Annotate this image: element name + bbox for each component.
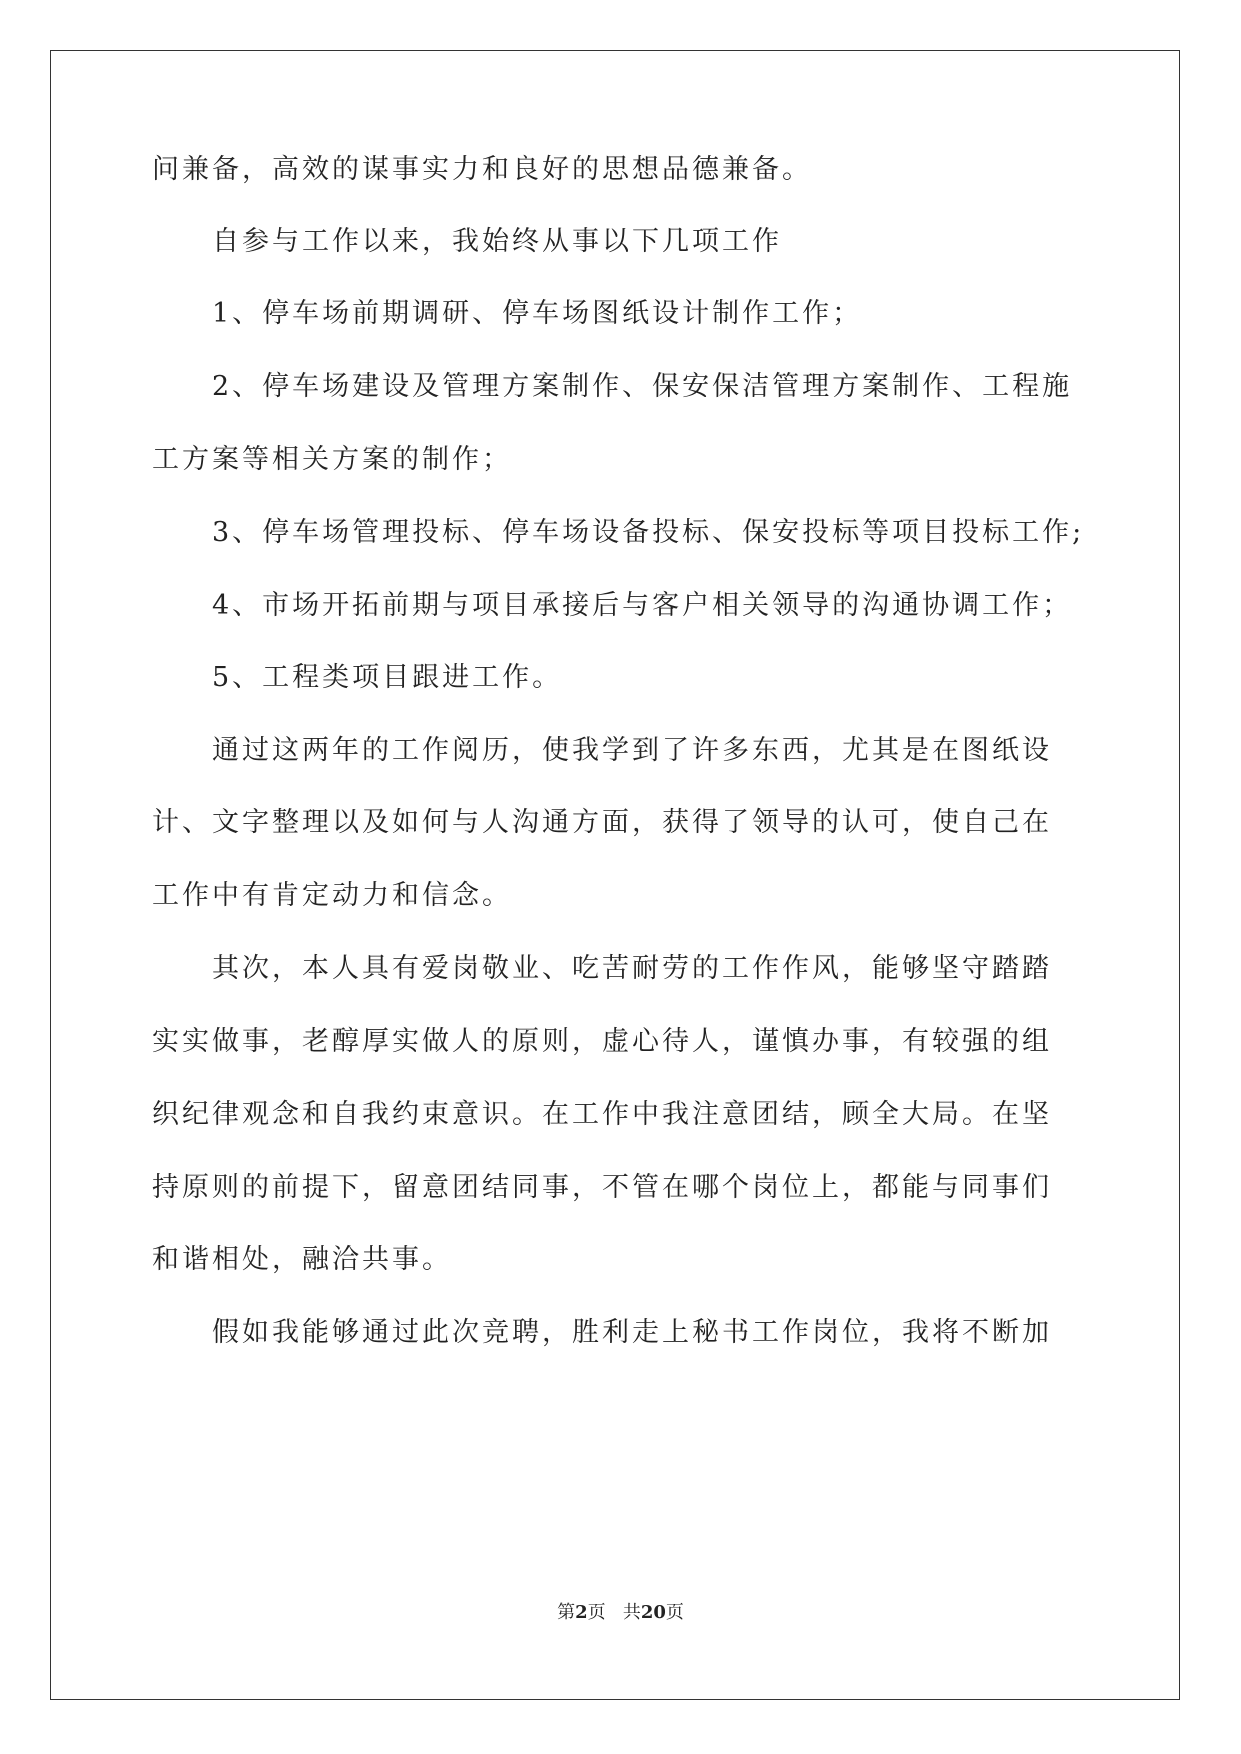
text-line: 持原则的前提下，留意团结同事，不管在哪个岗位上，都能与同事们 <box>152 1172 1052 1203</box>
page-number: 2 <box>575 1602 588 1623</box>
footer-page-suffix: 页 <box>587 1602 606 1623</box>
text-line: 实实做事，老醇厚实做人的原则，虚心待人，谨慎办事，有较强的组 <box>152 1026 1052 1057</box>
footer-total-suffix: 页 <box>665 1602 684 1623</box>
text-line: 5、工程类项目跟进工作。 <box>212 662 563 693</box>
text-line: 工作中有肯定动力和信念。 <box>152 880 512 911</box>
text-line: 自参与工作以来，我始终从事以下几项工作 <box>212 226 782 257</box>
text-line: 工方案等相关方案的制作； <box>152 444 512 475</box>
text-line: 织纪律观念和自我约束意识。在工作中我注意团结，顾全大局。在坚 <box>152 1099 1052 1130</box>
text-line: 2、停车场建设及管理方案制作、保安保洁管理方案制作、工程施 <box>212 371 1073 402</box>
text-line: 1、停车场前期调研、停车场图纸设计制作工作； <box>212 298 863 329</box>
text-line: 假如我能够通过此次竞聘，胜利走上秘书工作岗位，我将不断加 <box>212 1317 1052 1348</box>
text-line: 和谐相处，融洽共事。 <box>152 1244 452 1275</box>
total-pages: 20 <box>640 1602 666 1623</box>
text-line: 问兼备，高效的谋事实力和良好的思想品德兼备。 <box>152 154 812 185</box>
text-line: 通过这两年的工作阅历，使我学到了许多东西，尤其是在图纸设 <box>212 735 1052 766</box>
text-line: 3、停车场管理投标、停车场设备投标、保安投标等项目投标工作; <box>212 517 1085 548</box>
footer-total-prefix: 共 <box>622 1602 641 1623</box>
text-line: 4、市场开拓前期与项目承接后与客户相关领导的沟通协调工作； <box>212 590 1073 621</box>
text-line: 其次，本人具有爱岗敬业、吃苦耐劳的工作作风，能够坚守踏踏 <box>212 953 1052 984</box>
page-footer <box>0 1598 1241 1624</box>
text-line: 计、文字整理以及如何与人沟通方面，获得了领导的认可，使自己在 <box>152 807 1052 838</box>
footer-prefix: 第 <box>557 1602 576 1623</box>
